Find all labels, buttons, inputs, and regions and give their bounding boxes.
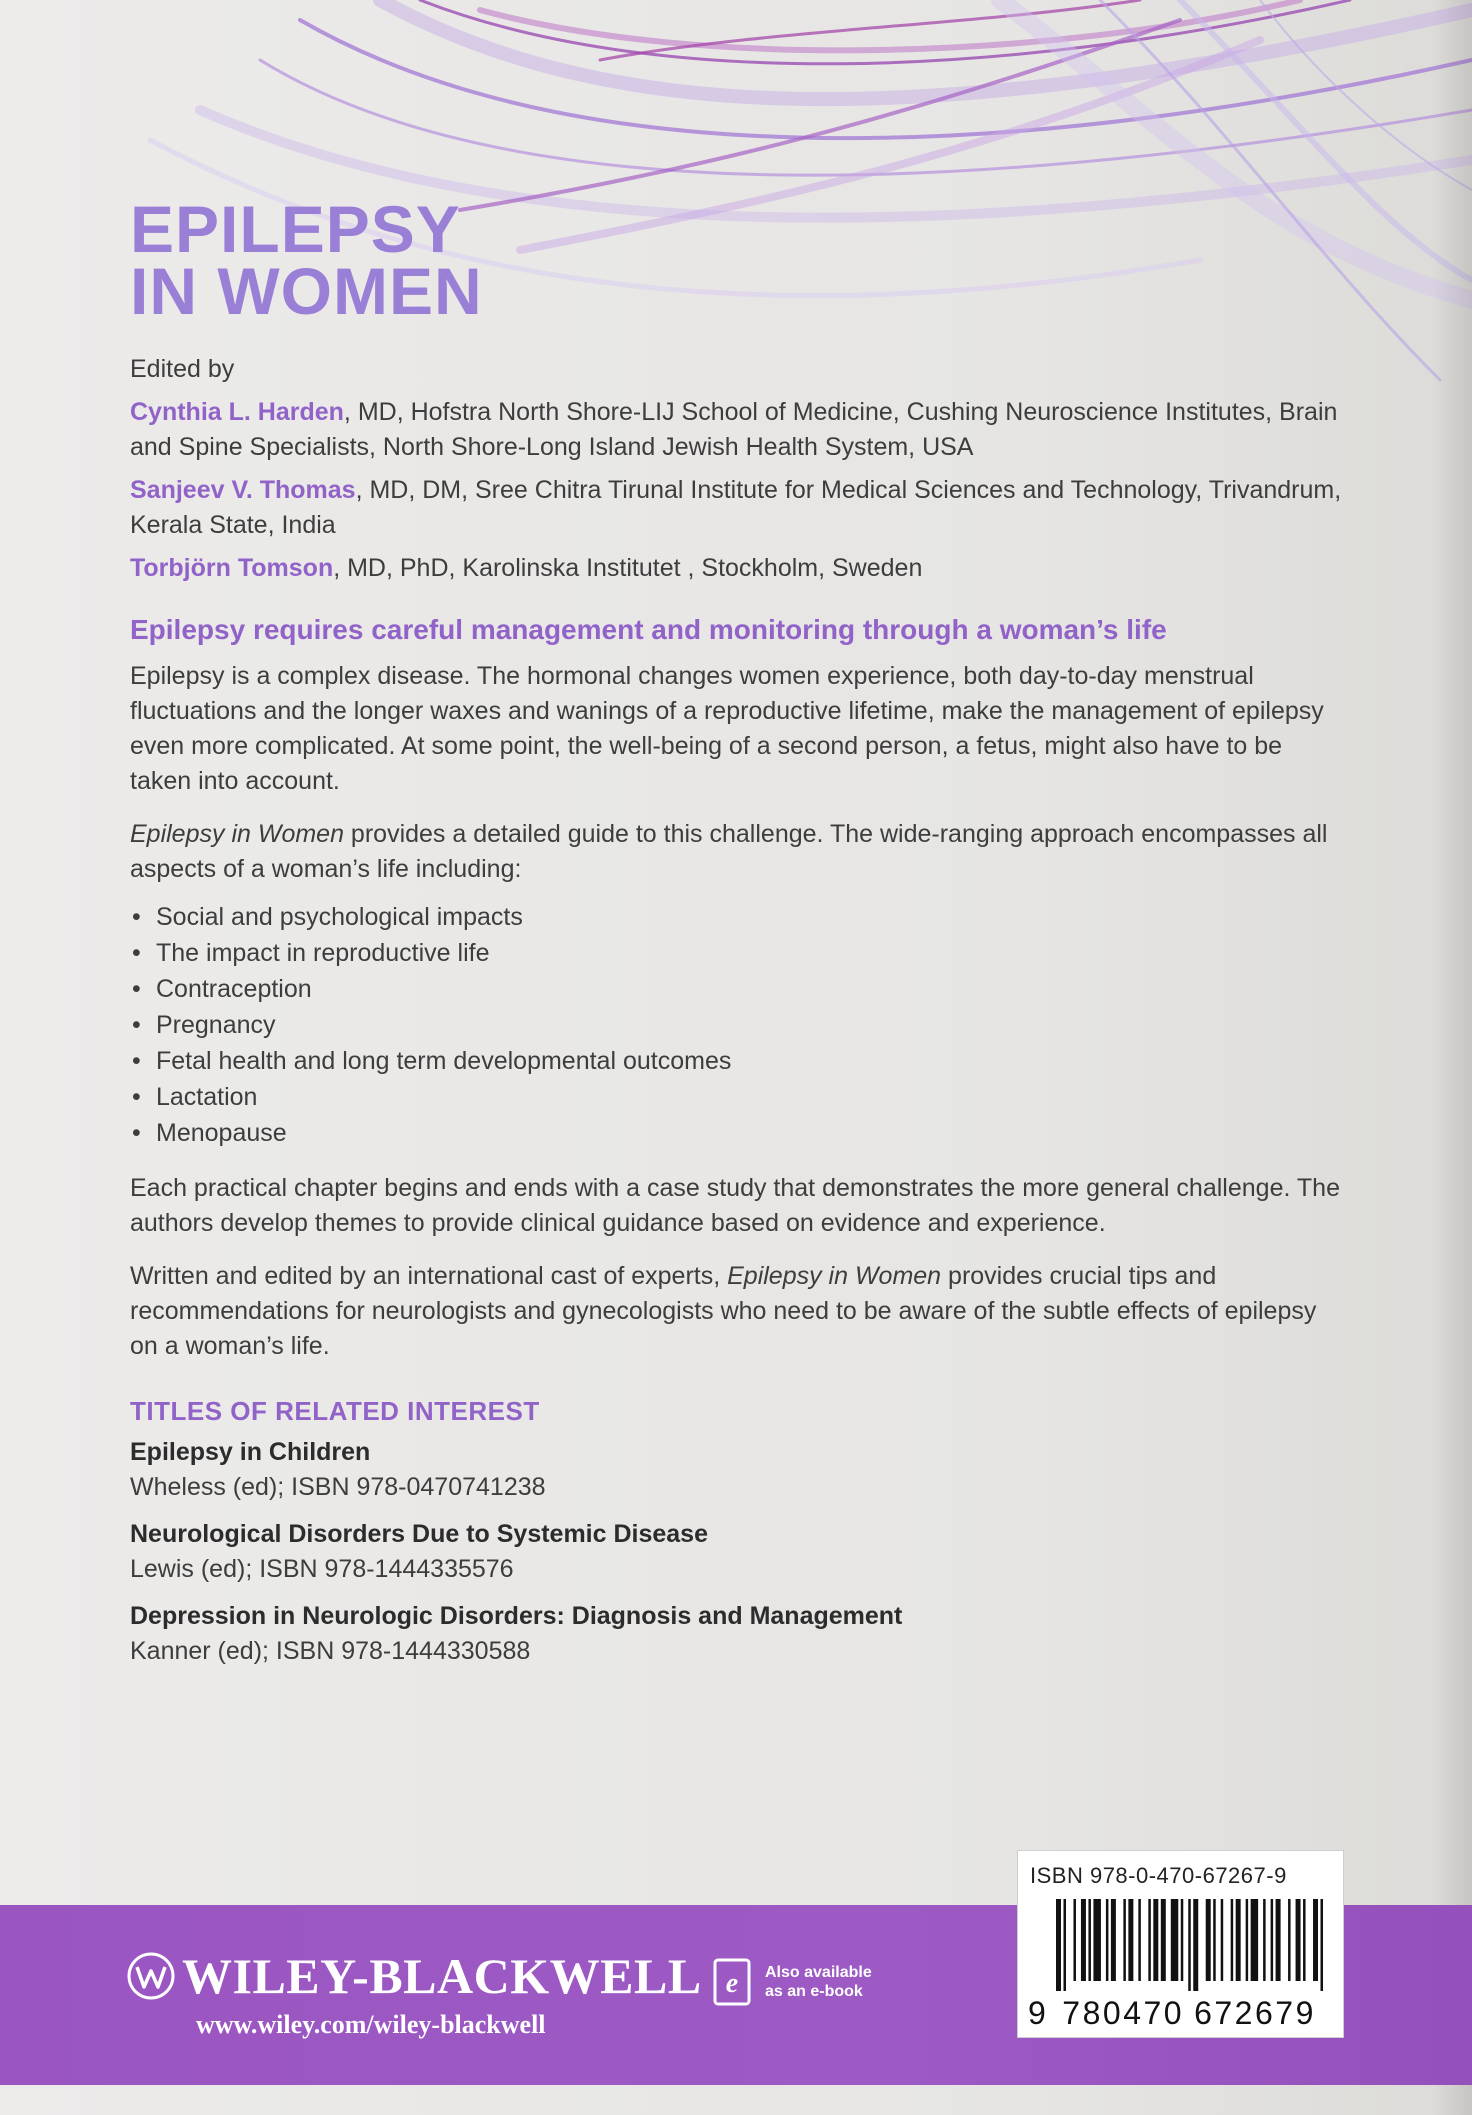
- topics-list: [130, 899, 1345, 1151]
- svg-text:e: e: [725, 1968, 739, 1999]
- barcode-digit-lead: 9: [1028, 1995, 1049, 2031]
- list-item: • Fetal health and long term developmental outcomes: [130, 1043, 1345, 1079]
- barcode-bar: [1303, 1899, 1306, 1981]
- barcode-bar: [1161, 1899, 1166, 1981]
- barcode-digits-left: 780470: [1062, 1995, 1185, 2031]
- related-title-name: Neurological Disorders Due to Systemic Disease: [130, 1520, 708, 1548]
- barcode-bar: [1276, 1899, 1281, 1981]
- list-item: • The impact in reproductive life: [130, 935, 1345, 971]
- paragraph-2-text: provides a detailed guide to this challenge. The wide-ranging approach encompasses all aspects of a woman’s life including:: [130, 820, 1328, 883]
- barcode-bar: [1296, 1899, 1301, 1981]
- related-title-name: Depression in Neurologic Disorders: Diagnosis and Management: [130, 1602, 903, 1630]
- related-title-item: [130, 1599, 1345, 1669]
- related-title-info: Wheless (ed); ISBN 978-0470741238: [130, 1473, 546, 1501]
- ebook-icon: [713, 1958, 751, 2006]
- editor-affiliation: , MD, PhD, Karolinska Institutet , Stockholm, Sweden: [333, 554, 923, 582]
- barcode-bar: [1138, 1899, 1141, 1981]
- barcode-bar: [1171, 1899, 1178, 1981]
- barcode-bar: [1111, 1899, 1116, 1981]
- barcode-bar: [1081, 1899, 1086, 1981]
- list-item: • Pregnancy: [130, 1007, 1345, 1043]
- barcode-bar: [1246, 1899, 1249, 1981]
- barcode-bar: [1251, 1899, 1258, 1981]
- related-title-name: Epilepsy in Children: [130, 1438, 371, 1466]
- description-paragraph-2: [130, 817, 1345, 887]
- editor-name: Cynthia L. Harden: [130, 398, 344, 426]
- list-item: • Social and psychological impacts: [130, 899, 1345, 935]
- ebook-notice: [713, 1958, 895, 2006]
- barcode-bar: [1153, 1899, 1158, 1981]
- barcode-bar: [1288, 1899, 1291, 1981]
- list-item: • Menopause: [130, 1115, 1345, 1151]
- barcode-bar: [1206, 1899, 1211, 1981]
- barcode-bar: [1093, 1899, 1100, 1981]
- barcode-bar: [1321, 1899, 1324, 1991]
- editor-name: Sanjeev V. Thomas: [130, 476, 356, 504]
- editor-entry: [130, 473, 1345, 543]
- barcode-bar: [1188, 1899, 1191, 1991]
- editor-entry: [130, 551, 1345, 586]
- barcode-bar: [1221, 1899, 1224, 1981]
- barcode-bar: [1106, 1899, 1109, 1981]
- barcode-bar: [1313, 1899, 1318, 1981]
- barcode-icon: [1056, 1899, 1328, 1991]
- list-item: • Contraception: [130, 971, 1345, 1007]
- isbn-barcode-box: [1017, 1850, 1344, 2038]
- barcode-bar: [1088, 1899, 1091, 1981]
- isbn-label: ISBN 978-0-470-67267-9: [1030, 1863, 1287, 1888]
- description-paragraph-1: Epilepsy is a complex disease. The hormonal changes women experience, both day-to-day menstrual fluctuations and the longer waxes and wanings of a reproductive lifetime, make the management of epilepsy even more complicated. At some point, the well-being of a second person, a fetus, might also have to be taken into account.: [130, 662, 1324, 795]
- edited-by-label: Edited by: [130, 355, 235, 383]
- barcode-bar: [1231, 1899, 1234, 1981]
- barcode-digits: [1028, 1995, 1333, 2032]
- ebook-text: [765, 1963, 895, 2001]
- barcode-bar: [1263, 1899, 1266, 1981]
- barcode-bar: [1193, 1899, 1198, 1991]
- related-titles-heading: TITLES OF RELATED INTEREST: [130, 1396, 540, 1426]
- barcode-bar: [1236, 1899, 1241, 1981]
- barcode-bar: [1181, 1899, 1184, 1981]
- description-paragraph-3: Each practical chapter begins and ends with a case study that demonstrates the more general challenge. The authors develop themes to provide clinical guidance based on evidence and experience.: [130, 1174, 1340, 1237]
- editor-entry: [130, 395, 1345, 465]
- related-title-item: [130, 1517, 1345, 1587]
- tagline-heading: Epilepsy requires careful management and monitoring through a woman’s life: [130, 614, 1167, 645]
- wiley-emblem-icon: [126, 1951, 176, 2001]
- paragraph-4-start: Written and edited by an international cast of experts,: [130, 1262, 728, 1290]
- description-paragraph-4: [130, 1259, 1345, 1364]
- book-title-italic: Epilepsy in Women: [727, 1262, 942, 1290]
- barcode-bar: [1123, 1899, 1126, 1981]
- barcode-digits-right: 672679: [1194, 1995, 1316, 2031]
- editor-name: Torbjörn Tomson: [130, 554, 334, 582]
- barcode-bar: [1128, 1899, 1133, 1981]
- related-title-info: Kanner (ed); ISBN 978-1444330588: [130, 1637, 531, 1665]
- barcode-bar: [1056, 1899, 1061, 1991]
- related-title-info: Lewis (ed); ISBN 978-1444335576: [130, 1555, 514, 1583]
- barcode-bar: [1148, 1899, 1151, 1981]
- title-line-1: EPILEPSY: [130, 192, 461, 266]
- title-line-2: IN WOMEN: [130, 254, 483, 328]
- list-item: • Lactation: [130, 1079, 1345, 1115]
- book-title-italic: Epilepsy in Women: [130, 820, 344, 848]
- ebook-line-1: Also available: [765, 1964, 872, 1981]
- ebook-line-2: as an e-book: [765, 1983, 863, 2000]
- spine-edge-shadow: [1432, 0, 1472, 2115]
- barcode-bar: [1063, 1899, 1066, 1991]
- related-title-item: [130, 1435, 1345, 1505]
- editor-affiliation: , MD, DM, Sree Chitra Tirunal Institute for Medical Sciences and Technology, Trivandrum, Kerala State, India: [130, 476, 1342, 539]
- paragraph-4-end: provides crucial tips and recommendations for neurologists and gynecologists who need to be aware of the subtle effects of epilepsy on a woman’s life.: [130, 1262, 1317, 1360]
- barcode-bar: [1213, 1899, 1216, 1981]
- publisher-url: www.wiley.com/wiley-blackwell: [196, 2010, 546, 2039]
- publisher-name: WILEY-BLACKWELL: [182, 1948, 702, 2004]
- editor-affiliation: , MD, Hofstra North Shore-LIJ School of Medicine, Cushing Neuroscience Institutes, Brain and Spine Specialists, North Shore-Long Island Jewish Health System, USA: [130, 398, 1338, 461]
- barcode-bar: [1073, 1899, 1076, 1981]
- back-cover-text: [130, 352, 1345, 1681]
- book-title: [130, 192, 483, 328]
- barcode-bar: [1271, 1899, 1274, 1981]
- publisher-logo: [126, 1948, 702, 2004]
